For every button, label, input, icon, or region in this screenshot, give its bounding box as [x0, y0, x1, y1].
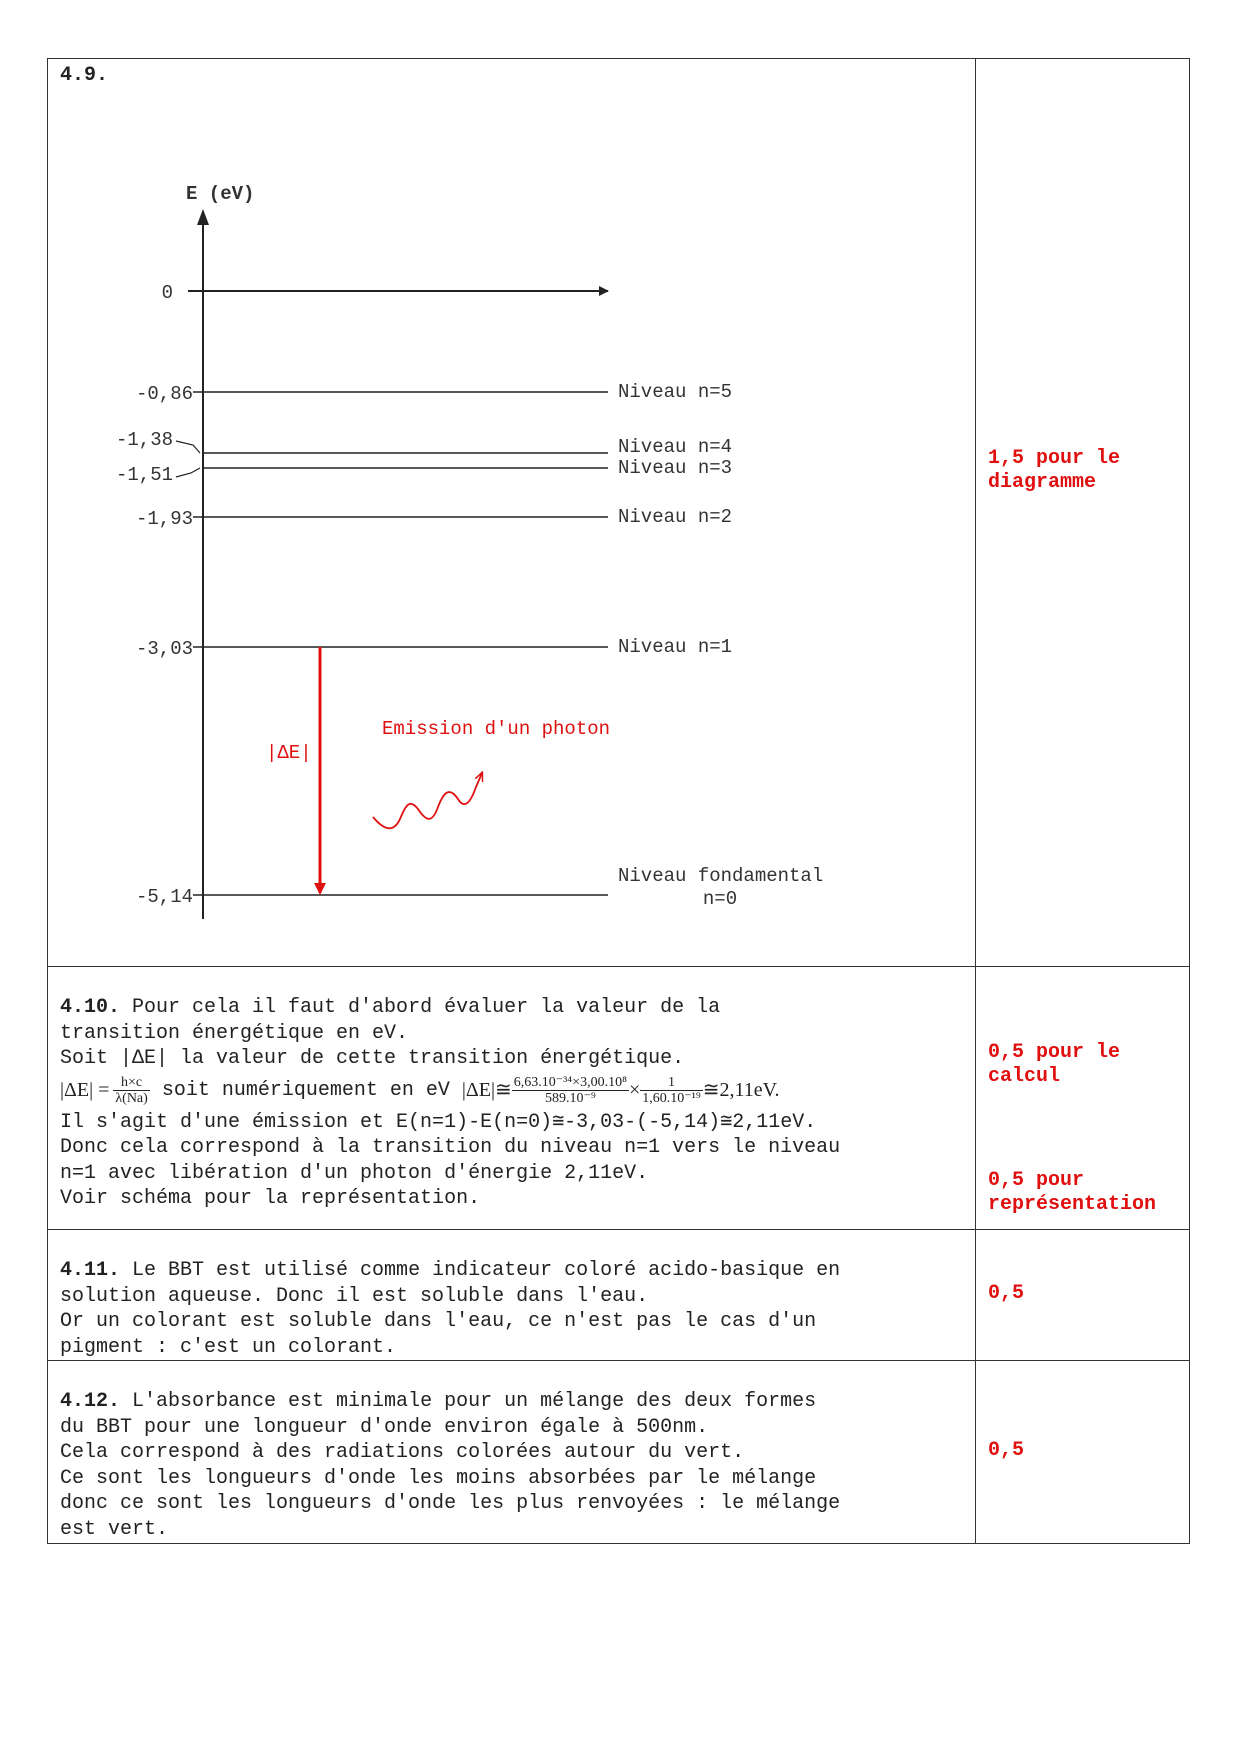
answer-line: donc ce sont les longueurs d'onde les plus renvoyées : le mélange	[60, 1492, 841, 1515]
answer-line: Il s'agit d'une émission et E(n=1)-E(n=0)≅-3,03-(-5,14)≅2,11eV.	[60, 1110, 817, 1134]
level-4-value: -1,38	[115, 429, 173, 451]
answer-cell	[48, 967, 976, 1229]
photon-wave	[373, 773, 482, 828]
grading-note: 0,5 pour le calcul	[988, 1041, 1121, 1088]
energy-level-diagram	[48, 59, 974, 964]
fraction-denominator: 1,60.10⁻¹⁹	[642, 1091, 701, 1106]
answer-cell	[48, 1361, 976, 1543]
row-4-12	[48, 1360, 1189, 1543]
grading-cell	[976, 967, 1189, 1229]
answer-line-text: Le BBT est utilisé comme indicateur coloré acido-basique en	[120, 1259, 841, 1282]
answer-line: est vert.	[60, 1517, 169, 1541]
fraction-numerator: 6,63.10⁻³⁴×3,00.10⁸	[513, 1075, 627, 1090]
level-0-value: 0	[161, 282, 173, 304]
question-number: 4.9.	[60, 64, 109, 87]
level-5-value: -0,86	[135, 383, 193, 405]
answer-line	[60, 1258, 963, 1284]
answer-line: Ce sont les longueurs d'onde les moins absorbées par le mélange	[60, 1466, 817, 1490]
level-2-value: -1,93	[135, 508, 193, 530]
answer-line	[60, 995, 963, 1021]
fraction-denominator: λ(Na)	[115, 1091, 148, 1106]
ground-level-label: Niveau fondamental	[618, 865, 824, 887]
formula-lhs: |ΔE| =	[60, 1078, 110, 1101]
level-1-label: Niveau n=1	[618, 636, 733, 658]
correction-table	[47, 58, 1190, 1544]
axis-label: E (eV)	[186, 183, 255, 205]
level-4-label: Niveau n=4	[618, 436, 733, 458]
photon-label: Emission d'un photon	[382, 718, 611, 740]
answer-line: Soit |ΔE| la valeur de cette transition énergétique.	[60, 1047, 685, 1070]
answer-line: pigment : c'est un colorant.	[60, 1335, 397, 1359]
formula-abs: |ΔE|≅	[461, 1078, 512, 1101]
fraction-numerator: 1	[640, 1075, 702, 1091]
question-number: 4.11.	[60, 1259, 121, 1282]
answer-line: du BBT pour une longueur d'onde environ égale à 500nm.	[60, 1415, 709, 1439]
grading-note: 0,5	[988, 1282, 1025, 1305]
answer-line: transition énergétique en eV.	[60, 1021, 409, 1045]
level-3-label: Niveau n=3	[618, 457, 733, 479]
row-4-9	[48, 59, 1189, 966]
level-4-leader	[176, 441, 200, 453]
row-4-11	[48, 1229, 1189, 1360]
answer-line-text: Pour cela il faut d'abord évaluer la valeur de la	[120, 996, 721, 1019]
fraction-denominator: 589.10⁻⁹	[544, 1091, 596, 1106]
answer-line: solution aqueuse. Donc il est soluble dans l'eau.	[60, 1284, 649, 1308]
level-3-leader	[176, 468, 200, 477]
energy-axis-arrowhead	[197, 209, 209, 225]
grading-cell	[976, 59, 1189, 966]
answer-line-text: L'absorbance est minimale pour un mélange des deux formes	[120, 1390, 817, 1413]
formula-text: soit numériquement en eV	[149, 1078, 462, 1102]
level-3-value: -1,51	[115, 464, 173, 486]
row-4-10	[48, 966, 1189, 1229]
answer-line: Voir schéma pour la représentation.	[60, 1187, 481, 1210]
answer-line: Or un colorant est soluble dans l'eau, ce n'est pas le cas d'un	[60, 1310, 817, 1333]
grading-cell	[976, 1361, 1189, 1543]
answer-line	[60, 1389, 963, 1415]
answer-line: Donc cela correspond à la transition du niveau n=1 vers le niveau	[60, 1136, 841, 1159]
formula-result: ≅2,11eV.	[702, 1078, 780, 1101]
formula-line	[60, 1072, 963, 1110]
diagram-cell	[48, 59, 976, 966]
answer-line: n=1 avec libération d'un photon d'énergie 2,11eV.	[60, 1161, 649, 1185]
fraction-numerator: h×c	[113, 1075, 149, 1091]
level-5-label: Niveau n=5	[618, 381, 733, 403]
grading-note: 0,5 pour représentation	[988, 1169, 1157, 1216]
grading-note: 1,5 pour le diagramme	[988, 447, 1121, 494]
ground-level-n: n=0	[702, 888, 738, 910]
question-number: 4.10.	[60, 996, 121, 1019]
delta-e-label: |ΔE|	[266, 742, 312, 764]
grading-note: 0,5	[988, 1439, 1025, 1462]
level-1-value: -3,03	[135, 638, 193, 660]
fraction-hc	[113, 1075, 149, 1106]
level-2-label: Niveau n=2	[618, 506, 733, 528]
question-number: 4.12.	[60, 1390, 121, 1413]
fraction-ev	[640, 1075, 702, 1106]
times-sign: ×	[628, 1078, 641, 1101]
answer-cell	[48, 1230, 976, 1360]
answer-line: Cela correspond à des radiations colorées autour du vert.	[60, 1441, 745, 1464]
grading-cell	[976, 1230, 1189, 1360]
fraction-numeric	[512, 1075, 629, 1106]
ground-level-value: -5,14	[135, 886, 193, 908]
